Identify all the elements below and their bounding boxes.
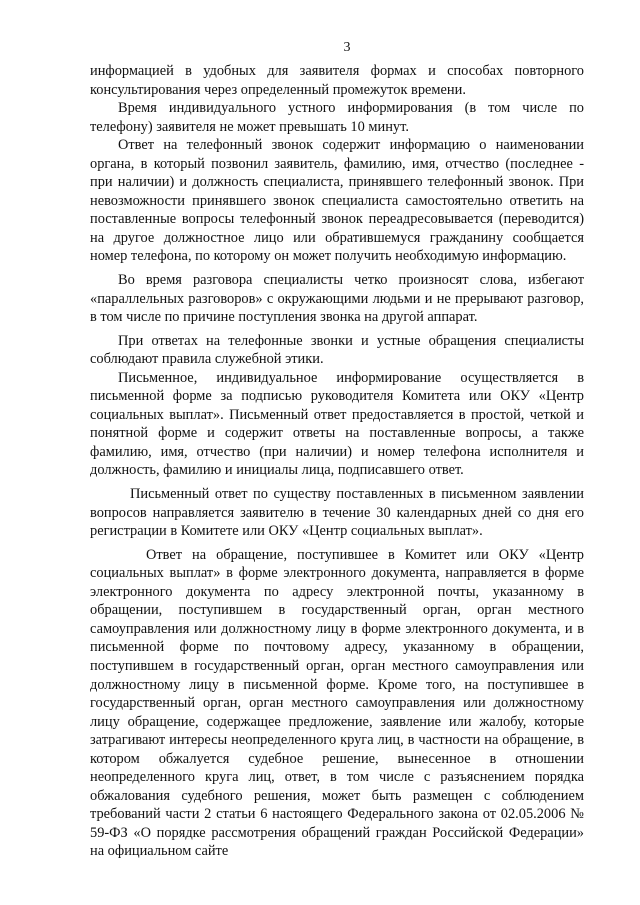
page-number: 3: [343, 40, 351, 55]
paragraph-oral-info-time: Время индивидуального устного информирования (в том числе по телефону) заявителя не может превышать 10 минут.: [90, 100, 584, 135]
paragraph-written-info: Письменное, индивидуальное информирование осуществляется в письменной форме за подписью руководителя Комитета или ОКУ «Центр социальных выплат». Письменный ответ предоставляется в простой, четкой и понятной форме и содержит ответы на поставленные вопросы, а также фамилию, имя, отчество (при наличии) и номер телефона исполнителя и должность, фамилию и инициалы лица, подписавшего ответ.: [90, 369, 584, 479]
paragraph-service-ethics: При ответах на телефонные звонки и устные обращения специалисты соблюдают правила служебной этики.: [90, 332, 584, 368]
paragraph-written-answer-deadline: Письменный ответ по существу поставленных в письменном заявлении вопросов направляется заявителю в течение 30 календарных дней со дня его регистрации в Комитете или ОКУ «Центр социальных выплат».: [90, 486, 584, 540]
paragraph-phone-answer: Ответ на телефонный звонок содержит информацию о наименовании органа, в который позвонил заявитель, фамилию, имя, отчество (последнее - при наличии) и должность специалиста, принявшего телефонный звонок. При невозможности принявшего звонок специалиста самостоятельно ответить на поставленные вопросы телефонный звонок переадресовывается (переводится) на другое должностное лицо или обратившемуся гражданину сообщается номер телефона, по которому он может получить необходимую информацию.: [90, 137, 584, 265]
paragraph-conversation-rules: Во время разговора специалисты четко произносят слова, избегают «параллельных разговоров» с окружающими людьми и не прерывают разговор, в том числе по причине поступления звонка на другой аппарат.: [90, 272, 584, 326]
paragraph-electronic-answer: Ответ на обращение, поступившее в Комитет или ОКУ «Центр социальных выплат» в форме электронного документа, направляется в форме электронного документа по адресу электронной почты, указанному в обращении, поступившем в государственный орган, орган местного самоуправления или должностному лицу в форме электронного документа, и в письменной форме по почтовому адресу, указанному в обращении, поступившем в государственный орган, орган местного самоуправления или должностному лицу в письменной форме. Кроме того, на поступившее в государственный орган, орган местного самоуправления или должностному лицу обращение, содержащее предложение, заявление или жалобу, которые затрагивают интересы неопределенного круга лиц, в частности на обращение, в котором обжалуется судебное решение, вынесенное в отношении неопределенного круга лиц, ответ, в том числе с разъяснением порядка обжалования судебного решения, может быть размещен с соблюдением требований части 2 статьи 6 настоящего Федерального закона от 02.05.2006 № 59-ФЗ «О порядке рассмотрения обращений граждан Российской Федерации» на официальном сайте: [90, 546, 584, 860]
paragraph-continuation: информацией в удобных для заявителя формах и способах повторного консультирования через определенный промежуток времени.: [90, 63, 584, 98]
